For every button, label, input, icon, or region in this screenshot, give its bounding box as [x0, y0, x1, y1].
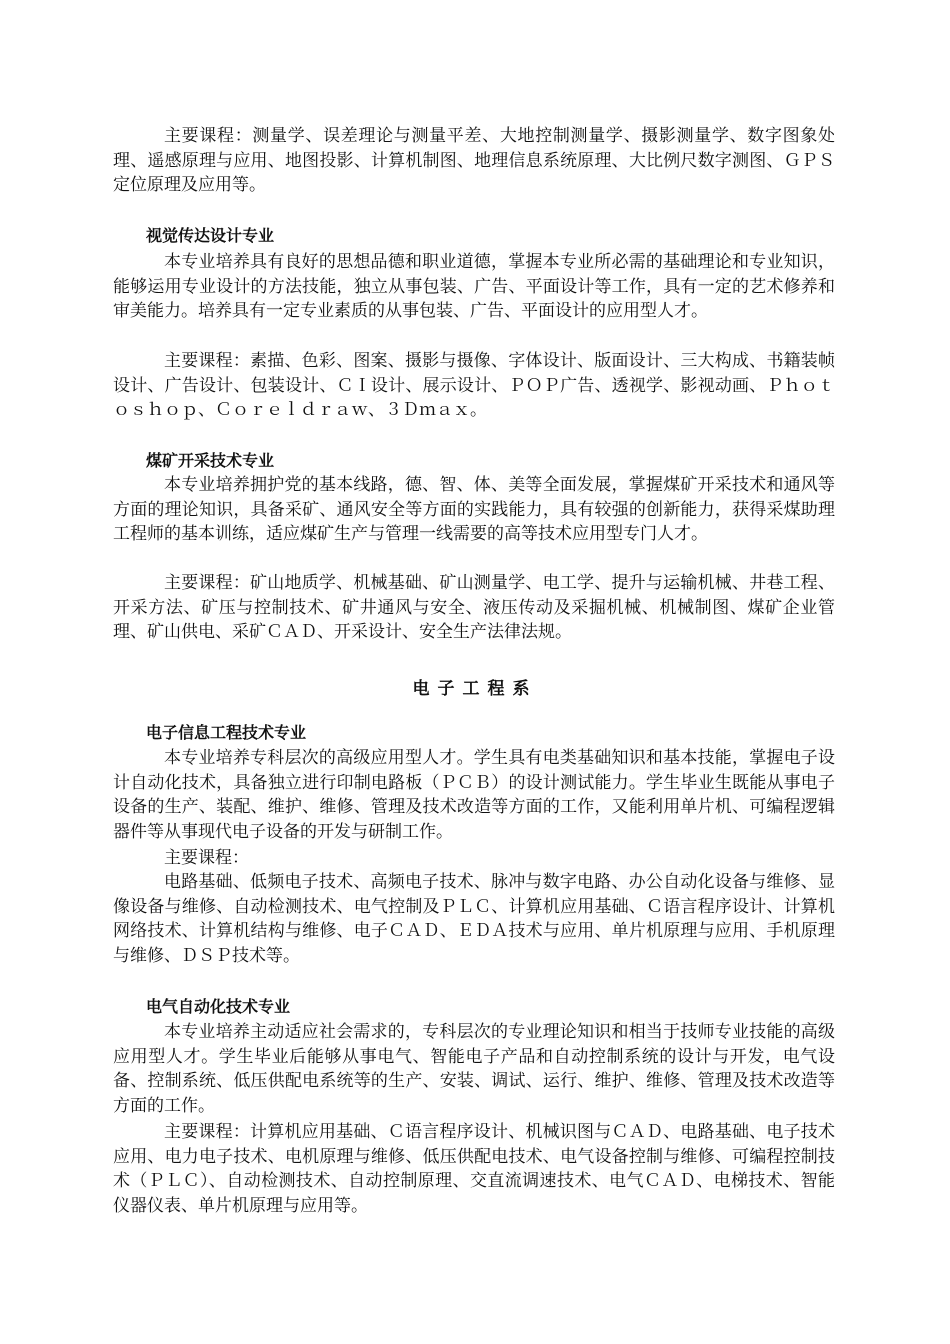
section-heading-visual-design: 视觉传达设计专业	[146, 226, 275, 245]
courses-paragraph-surveying: 主要课程：测量学、误差理论与测量平差、大地控制测量学、摄影测量学、数字图象处理、遥感原理与应用、地图投影、计算机制图、地理信息系统原理、大比例尺数字测图、ＧＰＳ定位原理及应用等。	[113, 126, 835, 195]
intro-paragraph-electrical-automation: 本专业培养主动适应社会需求的，专科层次的专业理论知识和相当于技师专业技能的高级应用型人才。学生毕业后能够从事电气、智能电子产品和自动控制系统的设计与开发，电气设备、控制系统、低压供配电系统等的生产、安装、调试、运行、维护、维修、管理及技术改造等方面的工作。	[113, 1022, 835, 1116]
courses-paragraph-electronic-info: 电路基础、低频电子技术、高频电子技术、脉冲与数字电路、办公自动化设备与维修、显像设备与维修、自动检测技术、电气控制及ＰＬＣ、计算机应用基础、Ｃ语言程序设计、计算机网络技术、计算机结构与维修、电子ＣＡＤ、ＥＤＡ技术与应用、单片机原理与应用、手机原理与维修、ＤＳＰ技术等。	[113, 872, 835, 966]
courses-label-electronic-info: 主要课程：	[164, 848, 249, 868]
intro-paragraph-electronic-info: 本专业培养专科层次的高级应用型人才。学生具有电类基础知识和基本技能，掌握电子设计自动化技术，具备独立进行印制电路板（ＰＣＢ）的设计测试能力。学生毕业生既能从事电子设备的生产、装配、维护、维修、管理及技术改造等方面的工作，又能利用单片机、可编程逻辑器件等从事现代电子设备的开发与研制工作。	[113, 748, 835, 842]
courses-paragraph-electrical-automation: 主要课程：计算机应用基础、Ｃ语言程序设计、机械识图与ＣＡＤ、电路基础、电子技术应用、电力电子技术、电机原理与维修、低压供配电技术、电气设备控制与维修、可编程控制技术（ＰＬＣ）、自动检测技术、自动控制原理、交直流调速技术、电气ＣＡＤ、电梯技术、智能仪器仪表、单片机原理与应用等。	[113, 1122, 835, 1216]
department-title: 电子工程系	[412, 679, 538, 699]
courses-paragraph-visual-design: 主要课程：素描、色彩、图案、摄影与摄像、字体设计、版面设计、三大构成、书籍装帧设计、广告设计、包装设计、ＣＩ设计、展示设计、ＰＯＰ广告、透视学、影视动画、Ｐｈｏｔｏｓｈｏｐ、Ｃｏｒｅｌｄｒａｗ、３Ｄｍａｘ。	[113, 351, 835, 420]
courses-paragraph-coal-mining: 主要课程：矿山地质学、机械基础、矿山测量学、电工学、提升与运输机械、井巷工程、开采方法、矿压与控制技术、矿井通风与安全、液压传动及采掘机械、机械制图、煤矿企业管理、矿山供电、采矿ＣＡＤ、开采设计、安全生产法律法规。	[113, 573, 835, 642]
intro-paragraph-coal-mining: 本专业培养拥护党的基本线路，德、智、体、美等全面发展，掌握煤矿开采技术和通风等方面的理论知识，具备采矿、通风安全等方面的实践能力，具有较强的创新能力，获得采煤助理工程师的基本训练，适应煤矿生产与管理一线需要的高等技术应用型专门人才。	[113, 475, 835, 544]
section-heading-electronic-info: 电子信息工程技术专业	[146, 723, 307, 742]
section-heading-electrical-automation: 电气自动化技术专业	[146, 997, 291, 1016]
section-heading-coal-mining: 煤矿开采技术专业	[146, 451, 275, 470]
intro-paragraph-visual-design: 本专业培养具有良好的思想品德和职业道德，掌握本专业所必需的基础理论和专业知识，能够运用专业设计的方法技能，独立从事包装、广告、平面设计等工作，具有一定的艺术修养和审美能力。培养具有一定专业素质的从事包装、广告、平面设计的应用型人才。	[113, 252, 835, 321]
